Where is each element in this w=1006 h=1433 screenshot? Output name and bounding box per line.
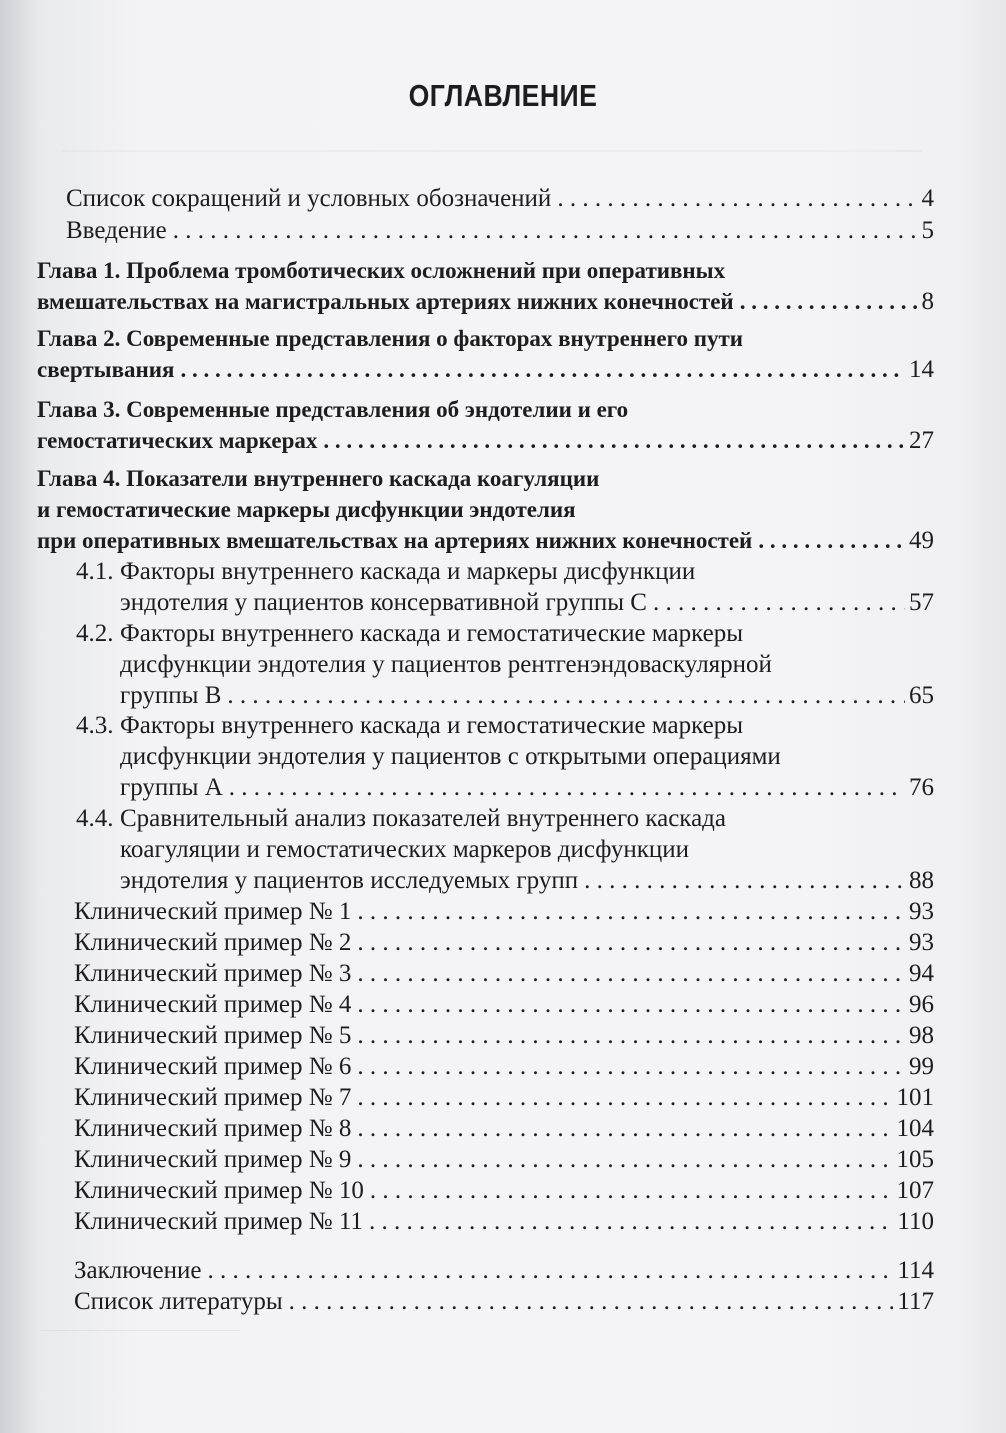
leader-dots	[357, 1051, 905, 1082]
toc-entry-title: дисфункции эндотелия у пациентов рентгенэндоваскулярной	[120, 651, 772, 678]
page-number: 96	[909, 991, 934, 1018]
toc-entry-title: Клинический пример № 9	[74, 1146, 352, 1173]
page-title: ОГЛАВЛЕНИЕ	[408, 78, 598, 113]
page-number: 105	[896, 1146, 934, 1173]
toc-clinical-example-entry[interactable]	[74, 1051, 934, 1082]
toc-entry-title: коагуляции и гемостатических маркеров дисфункции	[120, 836, 689, 863]
toc-entry[interactable]	[74, 1286, 934, 1317]
toc-entry-title: Факторы внутреннего каскада и маркеры дисфункции	[120, 558, 696, 585]
leader-dots	[227, 680, 905, 711]
toc-clinical-example-entry[interactable]	[74, 1144, 934, 1175]
toc-entry-title: Глава 2. Современные представления о факторах внутреннего пути	[37, 326, 744, 351]
toc-entry-title: Факторы внутреннего каскада и гемостатические маркеры	[120, 620, 744, 647]
toc-entry-title: Клинический пример № 4	[74, 991, 352, 1018]
page-number: 117	[897, 1288, 934, 1315]
leader-dots	[653, 587, 905, 618]
toc-subsection-entry[interactable]	[76, 618, 934, 711]
leader-dots	[370, 1175, 893, 1206]
page-number: 104	[896, 1115, 934, 1142]
toc-chapter-entry[interactable]	[37, 394, 934, 456]
section-number: 4.4.	[76, 805, 114, 832]
leader-dots	[229, 772, 905, 803]
leader-dots	[357, 896, 905, 927]
toc-entry-title: Введение	[66, 217, 167, 244]
page-number: 5	[921, 217, 934, 244]
leader-dots	[357, 1113, 892, 1144]
toc-entry-title: при оперативных вмешательствах на артериях нижних конечностей	[37, 528, 753, 553]
toc-entry-title: Глава 1. Проблема тромботических осложнений при оперативных	[37, 258, 726, 283]
page-number: 76	[909, 774, 934, 801]
page-number: 107	[896, 1177, 934, 1204]
page-number: 94	[909, 960, 934, 987]
leader-dots	[208, 1255, 894, 1286]
page-number: 93	[909, 898, 934, 925]
toc-subsection-entry[interactable]	[76, 710, 934, 803]
toc-entry-title: Клинический пример № 1	[74, 898, 352, 925]
toc-clinical-example-entry[interactable]	[74, 1020, 934, 1051]
leader-dots	[740, 286, 918, 317]
leader-dots	[357, 1082, 892, 1113]
page-number: 14	[909, 356, 934, 383]
toc-entry-title: и гемостатические маркеры дисфункции эндотелия	[37, 497, 576, 522]
toc-chapter-entry[interactable]	[37, 463, 934, 556]
leader-dots	[357, 989, 905, 1020]
toc-entry-title: Глава 3. Современные представления об эндотелии и его	[37, 397, 629, 422]
leader-dots	[323, 425, 905, 456]
page-number: 65	[909, 682, 934, 709]
toc-clinical-example-entry[interactable]	[74, 1206, 934, 1237]
leader-dots	[357, 1020, 905, 1051]
leader-dots	[180, 354, 905, 385]
page-number: 114	[897, 1257, 934, 1284]
leader-dots	[357, 927, 905, 958]
toc-entry-title: Клинический пример № 10	[74, 1177, 364, 1204]
leader-dots	[289, 1286, 894, 1317]
toc-entry[interactable]	[74, 1255, 934, 1286]
page-number: 8	[921, 288, 934, 315]
page-number: 110	[897, 1208, 934, 1235]
page-number: 4	[921, 185, 934, 212]
toc-entry-title: Клинический пример № 6	[74, 1053, 352, 1080]
page-number: 27	[909, 427, 934, 454]
toc-clinical-example-entry[interactable]	[74, 958, 934, 989]
section-number: 4.3.	[76, 712, 114, 739]
toc-entry-title: эндотелия у пациентов исследуемых групп	[120, 867, 579, 894]
toc-entry-title: Клинический пример № 11	[74, 1208, 363, 1235]
page-number: 93	[909, 929, 934, 956]
page-number: 57	[909, 589, 934, 616]
page-number: 101	[896, 1084, 934, 1111]
toc-entry-title: Клинический пример № 8	[74, 1115, 352, 1142]
toc-entry-title: Клинический пример № 5	[74, 1022, 352, 1049]
toc-chapter-entry[interactable]	[37, 323, 934, 385]
leader-dots	[584, 865, 905, 896]
toc-subsection-entry[interactable]	[76, 803, 934, 896]
toc-clinical-example-entry[interactable]	[74, 896, 934, 927]
toc-entry[interactable]	[66, 215, 934, 246]
toc-clinical-example-entry[interactable]	[74, 1175, 934, 1206]
toc-subsection-entry[interactable]	[76, 556, 934, 618]
toc-entry-title: Заключение	[74, 1257, 202, 1284]
toc-entry-title: Клинический пример № 3	[74, 960, 352, 987]
page-number: 99	[909, 1053, 934, 1080]
leader-dots	[357, 1144, 892, 1175]
leader-dots	[357, 958, 905, 989]
leader-dots	[173, 215, 918, 246]
toc-entry-title: гемостатических маркерах	[37, 428, 318, 453]
toc-entry-title: Список литературы	[74, 1288, 283, 1315]
toc-clinical-example-entry[interactable]	[74, 989, 934, 1020]
toc-entry-title: группы В	[120, 682, 222, 709]
toc-entry[interactable]	[66, 183, 934, 214]
page-number: 98	[909, 1022, 934, 1049]
toc-chapter-entry[interactable]	[37, 255, 934, 317]
toc-entry-title: Клинический пример № 7	[74, 1084, 352, 1111]
page-number: 88	[909, 867, 934, 894]
section-number: 4.1.	[76, 558, 114, 585]
leader-dots	[557, 183, 917, 214]
toc-entry-title: Список сокращений и условных обозначений	[66, 185, 552, 212]
toc-clinical-example-entry[interactable]	[74, 927, 934, 958]
toc-entry-title: вмешательствах на магистральных артериях нижних конечностей	[37, 289, 734, 314]
toc-entry-title: Факторы внутреннего каскада и гемостатические маркеры	[120, 712, 744, 739]
toc-entry-title: эндотелия у пациентов консервативной группы С	[120, 589, 647, 616]
leader-dots	[758, 525, 905, 556]
toc-clinical-example-entry[interactable]	[74, 1113, 934, 1144]
toc-entry-title: дисфункции эндотелия у пациентов с открытыми операциями	[120, 743, 781, 770]
toc-entry-title: Клинический пример № 2	[74, 929, 352, 956]
toc-entry-title: Сравнительный анализ показателей внутреннего каскада	[120, 805, 726, 832]
toc-entry-title: свертывания	[37, 357, 175, 382]
page-number: 49	[909, 527, 934, 554]
section-number: 4.2.	[76, 620, 114, 647]
toc-entry-title: группы А	[120, 774, 223, 801]
toc-clinical-example-entry[interactable]	[74, 1082, 934, 1113]
leader-dots	[369, 1206, 893, 1237]
toc-entry-title: Глава 4. Показатели внутреннего каскада коагуляции	[37, 466, 600, 491]
